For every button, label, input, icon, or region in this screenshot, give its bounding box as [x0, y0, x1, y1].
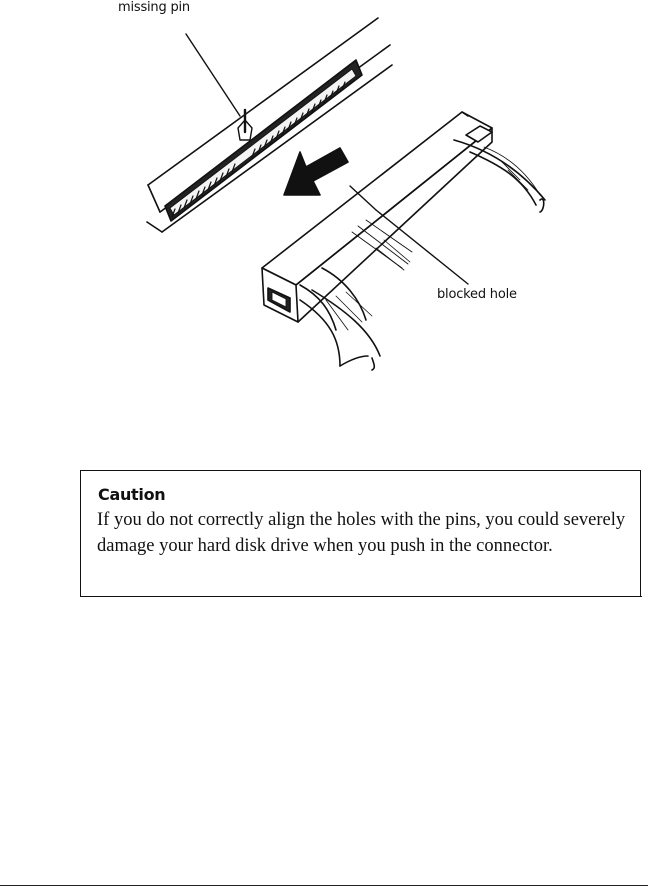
- page-bottom-rule: [0, 885, 648, 886]
- caution-bottom-rule: [80, 596, 642, 597]
- connector-drawing: [0, 0, 648, 400]
- caution-box: [80, 470, 641, 596]
- connector-alignment-illustration: [0, 0, 648, 400]
- missing-pin-label: missing pin: [118, 0, 190, 15]
- caution-text: If you do not correctly align the holes with the pins, you could severely damage your hard disk drive when you push in the connector.: [97, 510, 626, 556]
- caution-title: Caution: [98, 485, 166, 504]
- blocked-hole-label: blocked hole: [437, 287, 517, 302]
- cable-connector: [262, 112, 545, 370]
- insertion-arrow: [284, 148, 348, 195]
